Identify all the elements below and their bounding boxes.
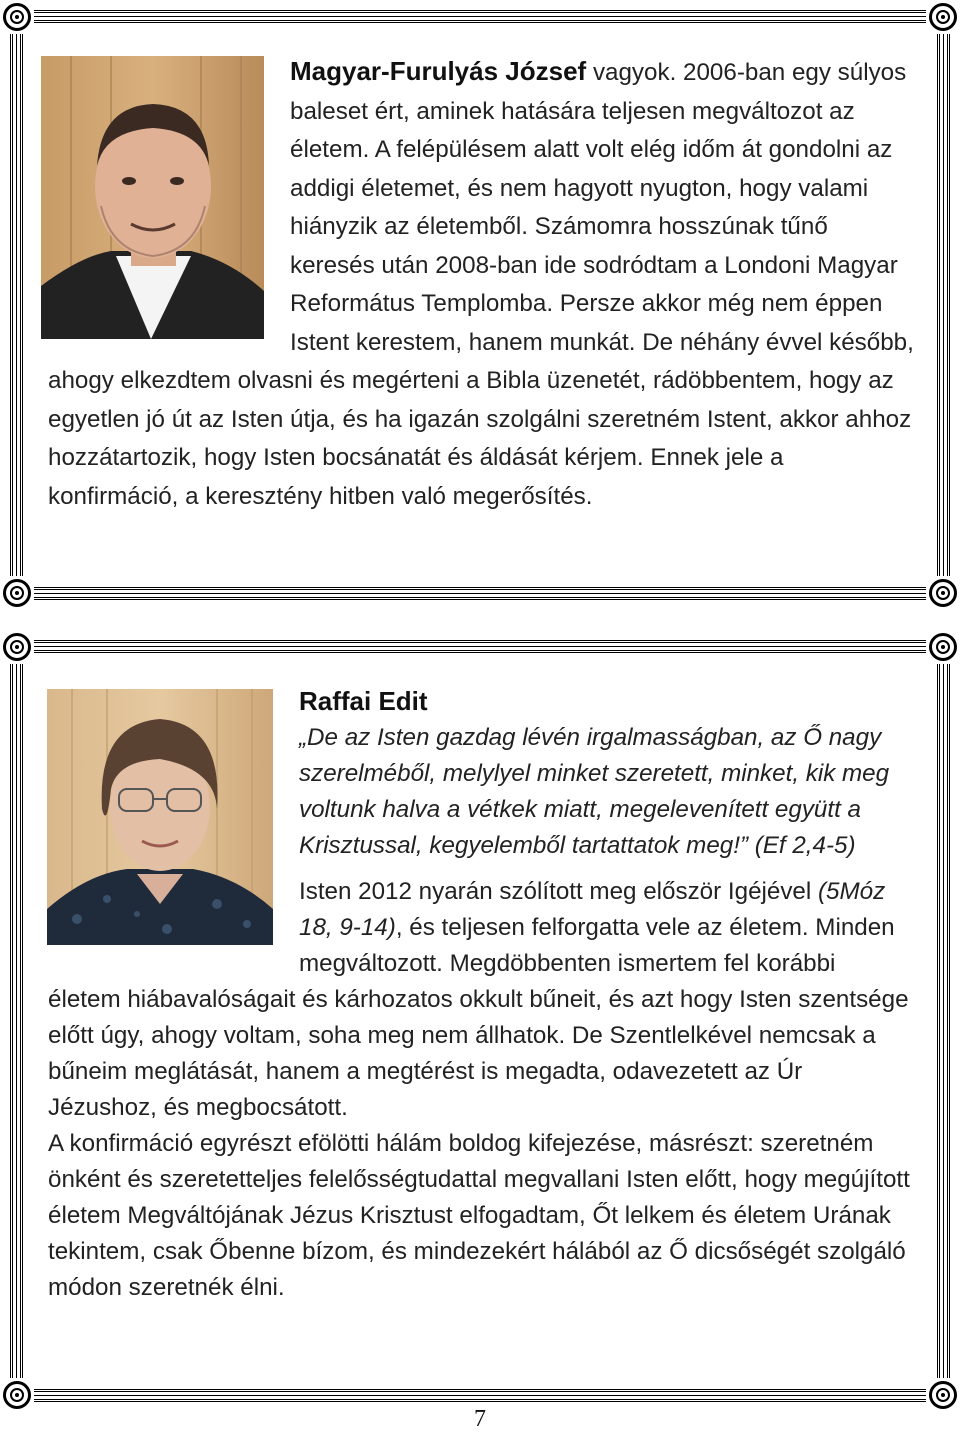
testimony-paragraph: vagyok. 2006-ban egy súlyos baleset ért, aminek hatására teljesen megváltozot az életem. A felépülésem alatt volt elég időm át gondolni az addigi életemet, és nem hagyott nyugton, hogy valami hiányzik az életemből. Számomra hosszúnak tűnő keresés után 2008-ban ide sodródtam a Londoni Magyar Református Templomba. Persze akkor még nem éppen Istent kerestem, hanem munkát. De néhány évvel később, ahogy elkezdtem olvasni és megérteni a Bibla üzenetét, rádöbbentem, hogy az egyetlen jó út az Isten útja, és ha igazán szolgálni szeretném Istent, akkor ahhoz hozzátartozik, hogy Isten bocsánatát és áldását kérjem. Ennek jele a konfirmáció, a keresztény hitben való megerősítés. — [48, 59, 914, 510]
testimony-box-1 — [0, 0, 960, 610]
portrait-photo-man — [41, 56, 264, 339]
frame-right-rule — [937, 664, 950, 1378]
corner-ornament-icon — [3, 633, 31, 661]
frame-right-rule — [937, 34, 950, 576]
corner-ornament-icon — [3, 579, 31, 607]
portrait-photo-woman — [47, 689, 273, 945]
testimony-paragraph-continued: , és teljesen felforgatta vele az életem. Minden megváltozott. Megdöbbenten ismertem fel korábbi életem hiábavalóságait és kárhozatos okkult bűneit, és azt hogy Isten szentsége előtt úgy, ahogy voltam, soha meg nem állhatok. De Szentlelkével nemcsak a bűneim meglátását, hanem a megtérést is megadta, odavezetett az Úr Jézushoz, és megbocsátott. — [48, 914, 909, 1121]
frame-top-rule — [34, 640, 926, 653]
page-number: 7 — [474, 1406, 486, 1432]
testimony-paragraph: Isten 2012 nyarán szólított meg először Igéjével — [299, 878, 818, 905]
testimony-paragraph-2: A konfirmáció egyrészt efölötti hálám boldog kifejezése, másrészt: szeretném önként és szeretetteljes felelősségtudattal megvallani Isten előtt, hogy megújított életem Megváltójának Jézus Krisztust elfogadtam, Őt lelkem és életem Urának tekintem, csak Őbenne bízom, és mindezekért hálából az Ő dicsőségét szolgáló módon szeretnék élni. — [48, 1130, 910, 1301]
bible-reference: (5Móz 18, 9-14) — [299, 878, 886, 941]
testimony-box-2 — [0, 630, 960, 1412]
frame-left-rule — [10, 664, 23, 1378]
corner-ornament-icon — [3, 3, 31, 31]
corner-ornament-icon — [929, 633, 957, 661]
person-name: Magyar-Furulyás József — [290, 56, 587, 86]
frame-left-rule — [10, 34, 23, 576]
testimony-text-2 — [48, 683, 914, 1306]
corner-ornament-icon — [3, 1381, 31, 1409]
bible-quote: „De az Isten gazdag lévén irgalmasságban, az Ő nagy szerelméből, melylyel minket szeretett, minket, kik meg voltunk halva a vétkek miatt, megelevenített együtt a Krisztussal, kegyelemből tartattatok meg!” (Ef 2,4-5) — [299, 724, 890, 859]
frame-top-rule — [34, 10, 926, 23]
corner-ornament-icon — [929, 3, 957, 31]
frame-bottom-rule — [34, 587, 926, 600]
testimony-text-1 — [48, 52, 914, 516]
frame-bottom-rule — [34, 1389, 926, 1402]
person-name: Raffai Edit — [299, 686, 428, 716]
corner-ornament-icon — [929, 1381, 957, 1409]
corner-ornament-icon — [929, 579, 957, 607]
